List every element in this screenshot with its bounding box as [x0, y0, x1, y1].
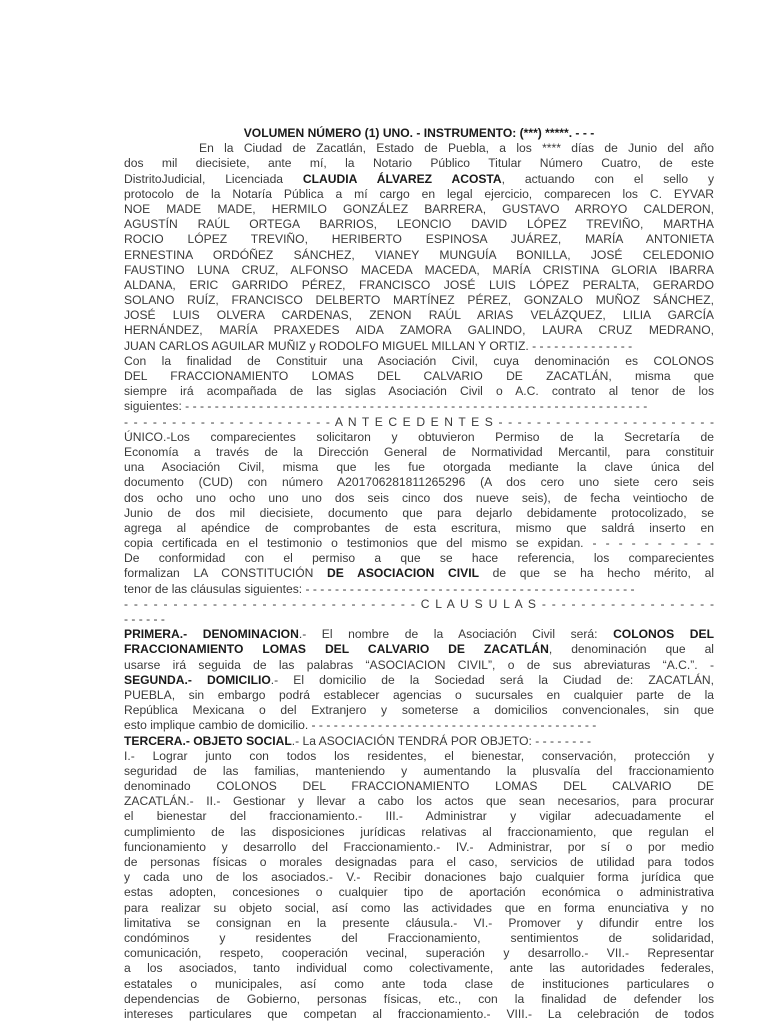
text-line	[124, 764, 714, 779]
text-segment: ÚNICO.-Los comparecientes solicitaron y obtuvieron Permiso de la Secretaría de	[124, 429, 714, 444]
text-line	[124, 992, 714, 1007]
text-line	[124, 658, 714, 673]
text-segment: esto implique cambio de domicilio. - - - - - - - - - - - - - - - - - - - - - - - - - - - - - - - - - - - - - - -	[124, 718, 597, 733]
text-segment: agrega al apéndice de comprobantes de esta escritura, mismo que saldrá inserto en	[124, 520, 714, 535]
text-segment: ERNESTINA ORDÓÑEZ SÁNCHEZ, VIANEY MUNGUÍA BONILLA, JOSÉ CELEDONIO	[124, 247, 714, 262]
text-line	[124, 536, 714, 551]
text-line	[124, 430, 714, 445]
bold-text: CLAUDIA ÁLVAREZ ACOSTA	[302, 171, 502, 186]
text-line	[124, 673, 714, 688]
text-segment: JUAN CARLOS AGUILAR MUÑIZ y RODOLFO MIGUEL MILLAN Y ORTIZ. - - - - - - - - - - - - - -	[124, 338, 633, 353]
text-line	[124, 126, 714, 141]
text-line	[124, 445, 714, 460]
text-segment: DistritoJudicial, Licenciada	[124, 171, 303, 186]
text-segment: , actuando con el sello y	[501, 171, 714, 186]
text-line	[124, 156, 714, 171]
text-segment: En la Ciudad de Zacatlán, Estado de Puebla, a los **** días de Junio del año	[199, 141, 714, 156]
text-segment: condóminos y residentes del Fraccionamiento, sentimientos de solidaridad,	[124, 930, 714, 945]
text-segment: - - - - - - - - - - - - - - - - - - - - - - A N T E C E D E N T E S - - - - - - - - - - - - - - - - - - - - - - -	[124, 414, 714, 429]
text-segment: I.- Lograr junto con todos los residentes, el bienestar, conservación, protección y	[124, 748, 714, 763]
text-line	[124, 809, 714, 824]
text-segment: de personas físicas o morales designadas para el caso, servicios de utilidad para todos	[124, 855, 714, 869]
text-line	[124, 293, 714, 308]
text-line	[124, 870, 714, 885]
text-line	[124, 202, 714, 217]
text-line	[124, 946, 714, 961]
text-line	[124, 961, 714, 976]
text-line	[124, 794, 714, 809]
text-segment: comunicación, respeto, cooperación vecinal, superación y desarrollo.- VII.- Representar	[124, 946, 714, 961]
text-line	[124, 278, 714, 293]
text-segment: siempre irá acompañada de las siglas Asociación Civil o A.C. contrato al tenor de los	[124, 384, 714, 399]
text-segment: AGUSTÍN RAÚL ORTEGA BARRIOS, LEONCIO DAVID LÓPEZ TREVIÑO, MARTHA	[124, 217, 714, 232]
text-line	[124, 703, 714, 718]
text-line	[124, 551, 714, 566]
text-segment: .- El nombre de la Asociación Civil será:	[298, 627, 614, 642]
text-segment: .- La ASOCIACIÓN TENDRÁ POR OBJETO: - - - - - - - -	[291, 733, 592, 748]
text-segment: siguientes: - - - - - - - - - - - - - - - - - - - - - - - - - - - - - - - - - - - - - - - - - - - - - - - - - - - - - - - - - - - - - - -	[124, 399, 648, 414]
text-line	[124, 840, 714, 855]
text-segment: el bienestar del fraccionamiento.- III.- Administrar y vigilar adecuadamente el	[124, 809, 714, 824]
text-segment: denominado COLONOS DEL FRACCIONAMIENTO LOMAS DEL CALVARIO DE	[124, 779, 714, 794]
text-segment: usarse irá seguida de las palabras “ASOCIACION CIVIL”, o de sus abreviaturas “A.C.”. -	[124, 657, 714, 672]
text-segment: Junio de dos mil diecisiete, documento que para dejarlo debidamente protocolizado, se	[124, 505, 714, 520]
text-line	[124, 232, 714, 247]
text-line	[124, 323, 714, 338]
text-segment: estas adopten, concesiones o cualquier tipo de aportación económica o administrativa	[124, 885, 714, 900]
text-line	[124, 779, 714, 794]
text-line	[124, 612, 714, 627]
text-line	[124, 491, 714, 506]
text-line	[124, 217, 714, 232]
text-segment: a los asociados, tanto individual como colectivamente, ante las autoridades federales,	[124, 961, 714, 976]
text-segment: PUEBLA, sin embargo podrá establecer agencias o sucursales en cualquier parte de la	[124, 687, 714, 702]
text-line	[124, 582, 714, 597]
text-segment: cumplimiento de las disposiciones jurídicas relativas al fraccionamiento, que regulan el	[124, 824, 714, 839]
text-line	[124, 521, 714, 536]
text-segment: República Mexicana o del Extranjero y someterse a domicilios convencionales, sin que	[124, 703, 714, 718]
text-segment: una Asociación Civil, misma que les fue otorgada mediante la clave única del	[124, 460, 714, 475]
text-segment: ZACATLÁN.- II.- Gestionar y llevar a cabo los actos que sean necesarios, para procurar	[124, 794, 714, 809]
text-line	[124, 354, 714, 369]
text-line	[124, 825, 714, 840]
text-line	[124, 885, 714, 900]
text-segment: tenor de las cláusulas siguientes: - - - - - - - - - - - - - - - - - - - - - - - - - - - - - - - - - - - - - - - - - - - - -	[124, 581, 635, 596]
text-segment: para realizar su objeto social, así como las actividades que en forma enunciativa y no	[124, 900, 714, 915]
text-line	[124, 901, 714, 916]
bold-text: SEGUNDA.- DOMICILIO	[124, 672, 271, 687]
text-line	[124, 734, 714, 749]
text-segment: dos ocho uno ocho uno uno dos seis cinco dos nueve seis), de fecha veintiocho de	[124, 490, 714, 505]
text-line	[124, 749, 714, 764]
text-line	[124, 718, 714, 733]
text-segment: funcionamiento y desarrollo del Fraccionamiento.- IV.- Administrar, por sí o por medio	[124, 839, 714, 854]
text-line	[124, 506, 714, 521]
text-segment: estatales o municipales, así como ante toda clase de instituciones particulares o	[124, 976, 714, 991]
text-line	[124, 263, 714, 278]
bold-text: COLONOS DEL	[613, 627, 714, 642]
text-segment: FAUSTINO LUNA CRUZ, ALFONSO MACEDA MACEDA, MARÍA CRISTINA GLORIA IBARRA	[124, 262, 714, 277]
bold-text: TERCERA.- OBJETO SOCIAL	[124, 733, 292, 748]
text-line	[124, 415, 714, 430]
text-segment: SOLANO RUÍZ, FRANCISCO DELBERTO MARTÍNEZ PÉREZ, GONZALO MUÑOZ SÁNCHEZ,	[124, 293, 714, 308]
text-segment: JOSÉ LUIS OLVERA CARDENAS, ZENON RAÚL ARIAS VELÁZQUEZ, LILIA GARCÍA	[124, 308, 714, 323]
text-line	[124, 977, 714, 992]
text-line	[124, 855, 714, 870]
text-segment: y cada uno de los asociados.- V.- Recibir donaciones bajo cualquier forma jurídica que	[124, 870, 714, 885]
text-segment: De conformidad con el permiso a que se hace referencia, los comparecientes	[124, 551, 714, 566]
text-segment: .- El domicilio de la Sociedad será la Ciudad de: ZACATLÁN,	[270, 672, 714, 687]
text-line	[124, 566, 714, 581]
text-line	[124, 308, 714, 323]
text-segment: Economía a través de la Dirección General de Normatividad Mercantil, para constituir	[124, 444, 714, 459]
text-line	[124, 384, 714, 399]
text-segment: ALDANA, ERIC GARRIDO PÉREZ, FRANCISCO JOSÉ LUIS LÓPEZ PERALTA, GERARDO	[124, 277, 714, 292]
text-line	[124, 627, 714, 642]
text-line	[124, 369, 714, 384]
bold-text: DE ASOCIACION CIVIL	[327, 566, 479, 581]
text-segment: protocolo de la Notaría Pública a mí cargo en legal ejercicio, comparecen los C. EYVAR	[124, 186, 714, 201]
text-segment: dependencias de Gobierno, personas físicas, etc., con la finalidad de defender los	[124, 991, 714, 1006]
text-line	[124, 642, 714, 657]
bold-text: FRACCIONAMIENTO LOMAS DEL CALVARIO DE ZACATLÁN	[124, 642, 549, 657]
text-segment: Con la finalidad de Constituir una Asociación Civil, cuya denominación es COLONOS	[124, 353, 714, 368]
text-line	[124, 1007, 714, 1022]
text-segment: limitativa se consignan en la presente cláusula.- VI.- Promover y difundir entre los	[124, 915, 714, 930]
text-segment: - - - - - -	[124, 612, 165, 626]
text-segment: HERNÁNDEZ, MARÍA PRAXEDES AIDA ZAMORA GALINDO, LAURA CRUZ MEDRANO,	[124, 323, 714, 338]
text-line	[124, 475, 714, 490]
text-segment: - - - - - - - - - - - - - - - - - - - - - - - - - - - - - - C L A U S U L A S - - - - - - - - - - - - - - - - - -	[124, 596, 714, 611]
text-line	[124, 141, 714, 156]
text-line	[124, 172, 714, 187]
text-segment: formalizan LA CONSTITUCIÓN	[124, 566, 328, 581]
text-segment: seguridad de las familias, manteniendo y aumentando la plusvalía del fraccionamiento	[124, 763, 714, 778]
text-line	[124, 248, 714, 263]
text-segment: copia certificada en el testimonio o testimonios que del mismo se expidan. - - - - - - - - - -	[124, 536, 714, 551]
text-line	[124, 931, 714, 946]
text-line	[124, 460, 714, 475]
text-segment: ROCIO LÓPEZ TREVIÑO, HERIBERTO ESPINOSA JUÁREZ, MARÍA ANTONIETA	[124, 232, 714, 247]
text-line	[124, 399, 714, 414]
text-segment: de que se ha hecho mérito, al	[478, 566, 714, 581]
text-segment: , denominación que al	[548, 642, 714, 657]
text-segment: DEL FRACCIONAMIENTO LOMAS DEL CALVARIO DE ZACATLÁN, misma que	[124, 369, 714, 383]
bold-text: VOLUMEN NÚMERO (1) UNO. - INSTRUMENTO: (***) *****. - - -	[243, 126, 595, 140]
text-line	[124, 916, 714, 931]
text-line	[124, 597, 714, 612]
text-line	[124, 339, 714, 354]
text-segment: intereses particulares que competan al fraccionamiento.- VIII.- La celebración de todos	[124, 1006, 714, 1021]
text-line	[124, 688, 714, 703]
document-body	[124, 126, 714, 1022]
text-segment: dos mil diecisiete, ante mí, la Notario Público Titular Número Cuatro, de este	[124, 156, 714, 171]
text-segment: documento (CUD) con número A201706281811265296 (A dos cero uno siete cero seis	[124, 475, 714, 490]
text-segment: NOE MADE MADE, HERMILO GONZÁLEZ BARRERA, GUSTAVO ARROYO CALDERON,	[124, 201, 714, 216]
bold-text: PRIMERA.- DENOMINACION	[124, 627, 299, 642]
text-line	[124, 187, 714, 202]
